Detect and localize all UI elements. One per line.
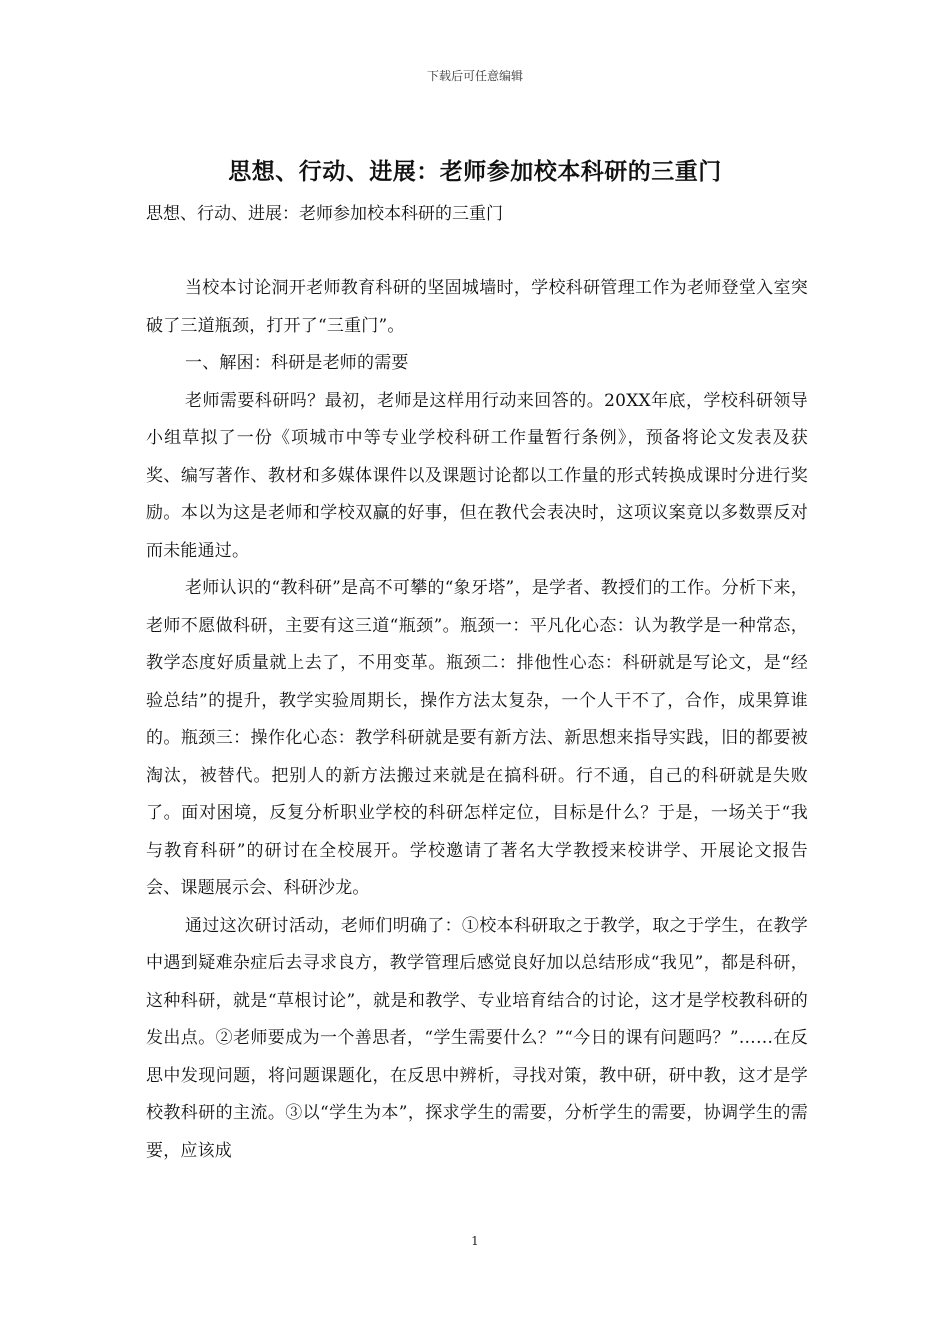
document-subtitle: 思想、行动、进展：老师参加校本科研的三重门 [146,204,503,224]
header-note: 下载后可任意编辑 [426,69,523,83]
section-heading: 一、解困：科研是老师的需要 [185,353,409,373]
paragraph: 通过这次研讨活动，老师们明确了：①校本科研取之于教学，取之于学生，在教学中遇到疑难杂症后去寻求良方，教学管理后感觉良好加以总结形成“我见”，都是科研，这种科研，就是“草根讨论”，就是和教学、专业培育结合的讨论，这才是学校教科研的发出点。②老师要成为一个善思者，“学生需要什么？”“今日的课有问题吗？”……在反思中发现问题，将问题课题化，在反思中辨析，寻找对策，教中研，研中教，这才是学校教科研的主流。③以“学生为本”，探求学生的需要，分析学生的需要，协调学生的需要，应该成 [146,915,808,1161]
paragraph: 老师认识的“教科研”是高不可攀的“象牙塔”，是学者、教授们的工作。分析下来，老师不愿做科研，主要有这三道“瓶颈”。瓶颈一：平凡化心态：认为教学是一种常态，教学态度好质量就上去了，不用变革。瓶颈二：排他性心态：科研就是写论文，是“经验总结”的提升，教学实验周期长，操作方法太复杂，一个人干不了，合作，成果算谁的。瓶颈三：操作化心态：教学科研就是要有新方法、新思想来指导实践，旧的都要被淘汰，被替代。把别人的新方法搬过来就是在搞科研。行不通，自己的科研就是失败了。面对困境，反复分析职业学校的科研怎样定位，目标是什么？于是，一场关于“我与教育科研”的研讨在全校展开。学校邀请了著名大学教授来校讲学、开展论文报告会、课题展示会、科研沙龙。 [146,578,808,898]
paragraph: 老师需要科研吗？最初，老师是这样用行动来回答的。20XX年底，学校科研领导小组草拟了一份《项城市中等专业学校科研工作量暂行条例》，预备将论文发表及获奖、编写著作、教材和多媒体课件以及课题讨论都以工作量的形式转换成课时分进行奖励。本以为这是老师和学校双赢的好事，但在教代会表决时，这项议案竟以多数票反对而未能通过。 [146,390,808,561]
paragraph-intro: 当校本讨论洞开老师教育科研的坚固城墙时，学校科研管理工作为老师登堂入室突破了三道瓶颈，打开了“三重门”。 [146,278,808,336]
document-title: 思想、行动、进展：老师参加校本科研的三重门 [228,159,722,185]
page-number: 1 [471,1234,479,1248]
document-body [146,270,808,1170]
